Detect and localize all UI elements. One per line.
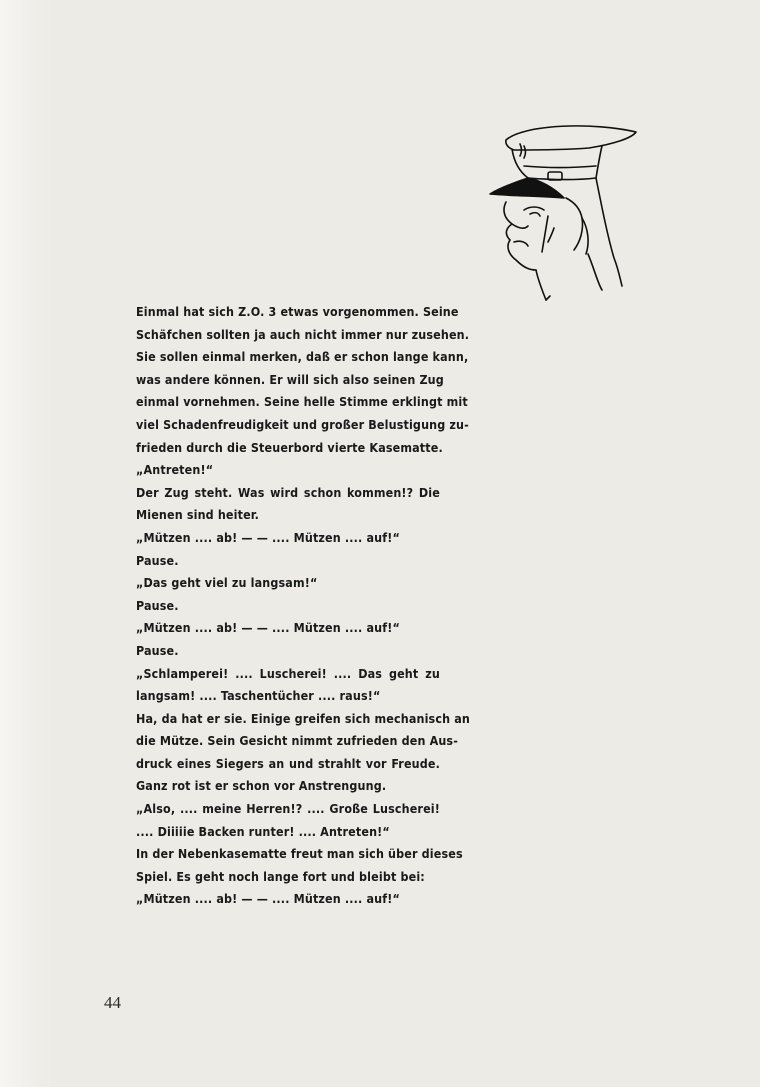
text-line: Sie sollen einmal merken, daß er schon lange kann, <box>136 349 469 365</box>
text-line: viel Schadenfreudigkeit und großer Belustigung zu- <box>136 416 469 432</box>
text-line: „Also, .... meine Herren!? .... Große Luscherei! <box>136 801 440 817</box>
text-line: druck eines Siegers an und strahlt vor Freude. <box>136 755 440 771</box>
text-line: Pause. <box>136 552 179 568</box>
text-line: In der Nebenkasematte freut man sich über dieses <box>136 846 463 862</box>
text-line: Pause. <box>136 597 179 613</box>
text-line: Schäfchen sollten ja auch nicht immer nur zusehen. <box>136 326 470 342</box>
body-text <box>136 301 470 911</box>
text-line: Pause. <box>136 642 179 658</box>
text-line: .... Diiiiie Backen runter! .... Antreten!“ <box>136 823 390 839</box>
officer-caricature-sketch-icon <box>484 118 644 308</box>
text-line: Der Zug steht. Was wird schon kommen!? Die <box>136 484 440 500</box>
text-line: frieden durch die Steuerbord vierte Kasematte. <box>136 439 443 455</box>
text-line: „Mützen .... ab! — — .... Mützen .... auf!“ <box>136 891 400 907</box>
text-line: „Mützen .... ab! — — .... Mützen .... auf!“ <box>136 529 400 545</box>
text-line: „Antreten!“ <box>136 462 214 478</box>
text-line: einmal vornehmen. Seine helle Stimme erklingt mit <box>136 394 468 410</box>
text-line: „Schlamperei! .... Luscherei! .... Das geht zu <box>136 665 440 681</box>
text-line: Ha, da hat er sie. Einige greifen sich mechanisch an <box>136 710 470 726</box>
text-line: was andere können. Er will sich also seinen Zug <box>136 371 444 387</box>
text-line: Spiel. Es geht noch lange fort und bleibt bei: <box>136 868 425 884</box>
page-edge-shadow <box>0 0 56 1087</box>
text-line: „Mützen .... ab! — — .... Mützen .... auf!“ <box>136 620 400 636</box>
text-line: „Das geht viel zu langsam!“ <box>136 575 318 591</box>
page-number: 44 <box>104 993 121 1012</box>
text-line: Einmal hat sich Z.O. 3 etwas vorgenommen. Seine <box>136 304 459 319</box>
text-line: Ganz rot ist er schon vor Anstrengung. <box>136 778 387 794</box>
text-line: Mienen sind heiter. <box>136 507 260 523</box>
text-line: langsam! .... Taschentücher .... raus!“ <box>136 688 381 704</box>
text-line: die Mütze. Sein Gesicht nimmt zufrieden den Aus- <box>136 733 458 749</box>
